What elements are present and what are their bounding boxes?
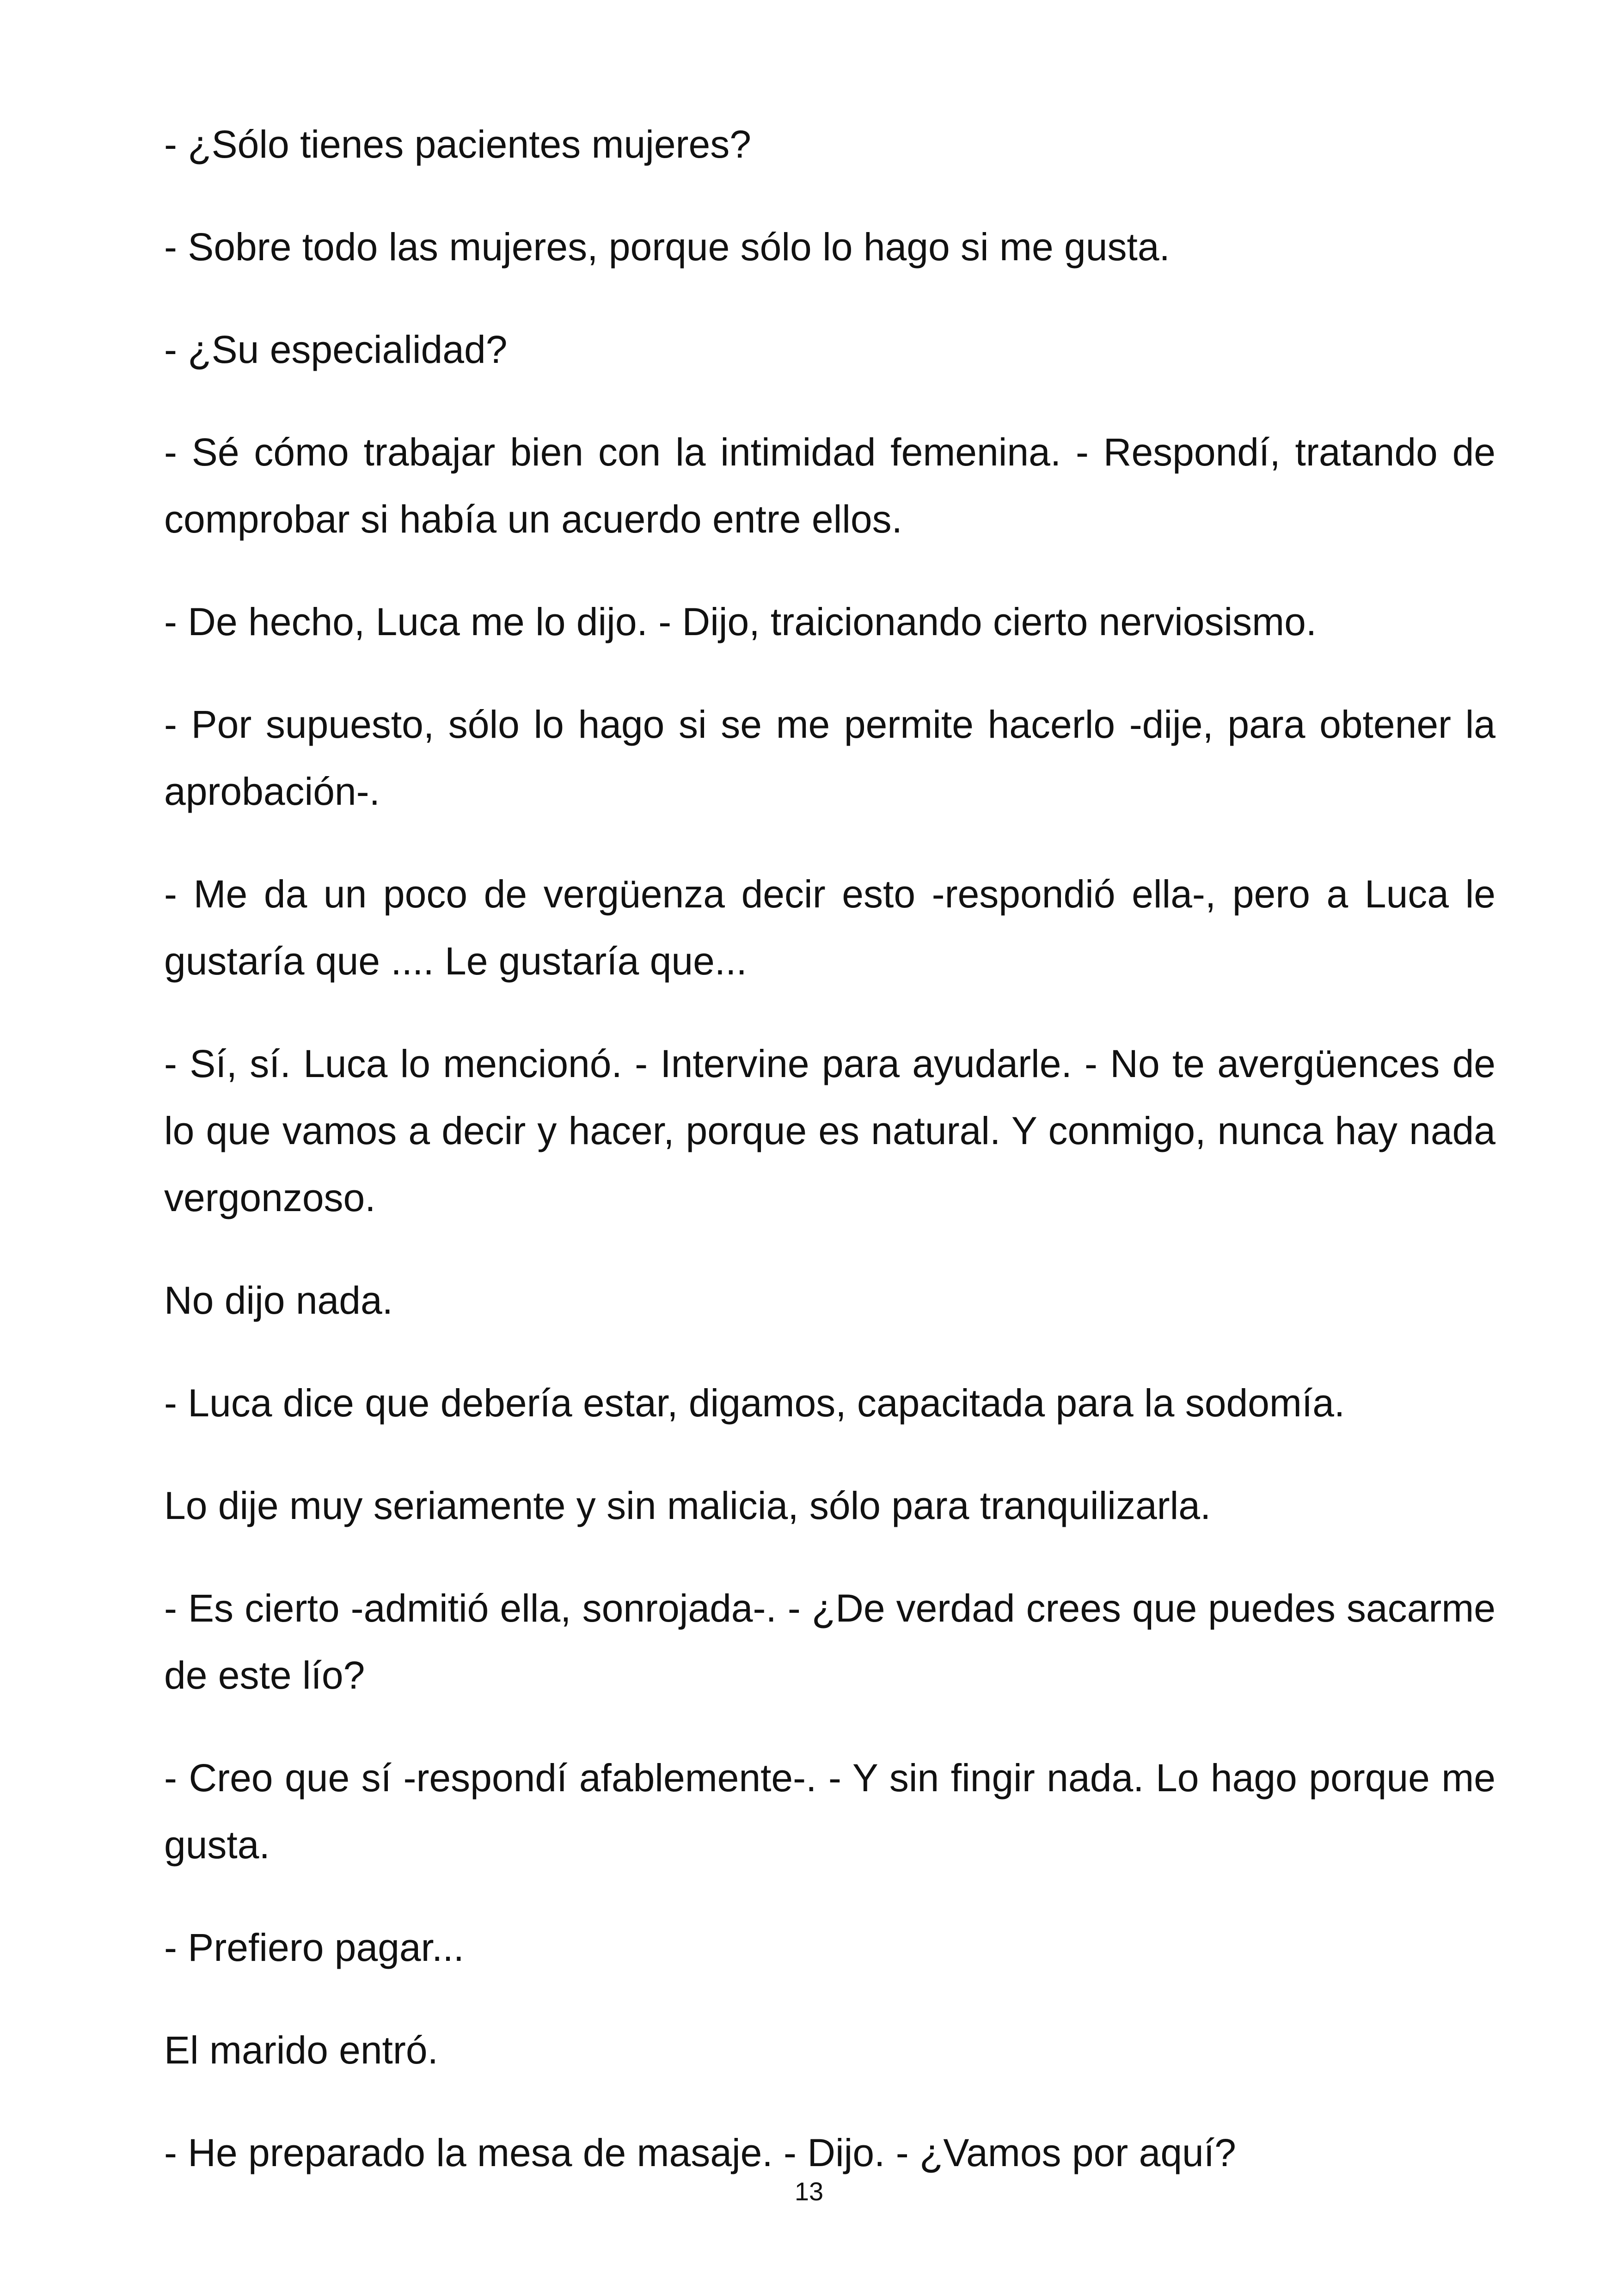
paragraph: El marido entró. [164,2028,438,2072]
paragraph: - Es cierto -admitió ella, sonrojada-. - ¿De verdad crees que puedes sacarme de este lío? [164,1586,1495,1697]
page-body [164,111,1495,2222]
paragraph: - ¿Su especialidad? [164,328,508,371]
paragraph: - Sé cómo trabajar bien con la intimidad femenina. - Respondí, tratando de comprobar si había un acuerdo entre ellos. [164,430,1495,541]
paragraph: - He preparado la mesa de masaje. - Dijo. - ¿Vamos por aquí? [164,2131,1236,2174]
paragraph: Lo dije muy seriamente y sin malicia, sólo para tranquilizarla. [164,1484,1211,1527]
paragraph: - Sobre todo las mujeres, porque sólo lo hago si me gusta. [164,225,1170,269]
paragraph: - Luca dice que debería estar, digamos, capacitada para la sodomía. [164,1381,1345,1425]
paragraph: No dijo nada. [164,1279,393,1322]
paragraph: - De hecho, Luca me lo dijo. - Dijo, traicionando cierto nerviosismo. [164,600,1317,643]
paragraph: - Por supuesto, sólo lo hago si se me permite hacerlo -dije, para obtener la aprobación-. [164,703,1495,813]
page-number: 13 [794,2177,824,2206]
paragraph: - ¿Sólo tienes pacientes mujeres? [164,122,751,166]
paragraph: - Sí, sí. Luca lo mencionó. - Intervine para ayudarle. - No te avergüences de lo que vamos a decir y hacer, porque es natural. Y conmigo, nunca hay nada vergonzoso. [164,1042,1495,1219]
paragraph: - Me da un poco de vergüenza decir esto -respondió ella-, pero a Luca le gustaría que .... Le gustaría que... [164,872,1495,983]
paragraph: - Prefiero pagar... [164,1926,464,1969]
paragraph: - Creo que sí -respondí afablemente-. - Y sin fingir nada. Lo hago porque me gusta. [164,1756,1495,1867]
